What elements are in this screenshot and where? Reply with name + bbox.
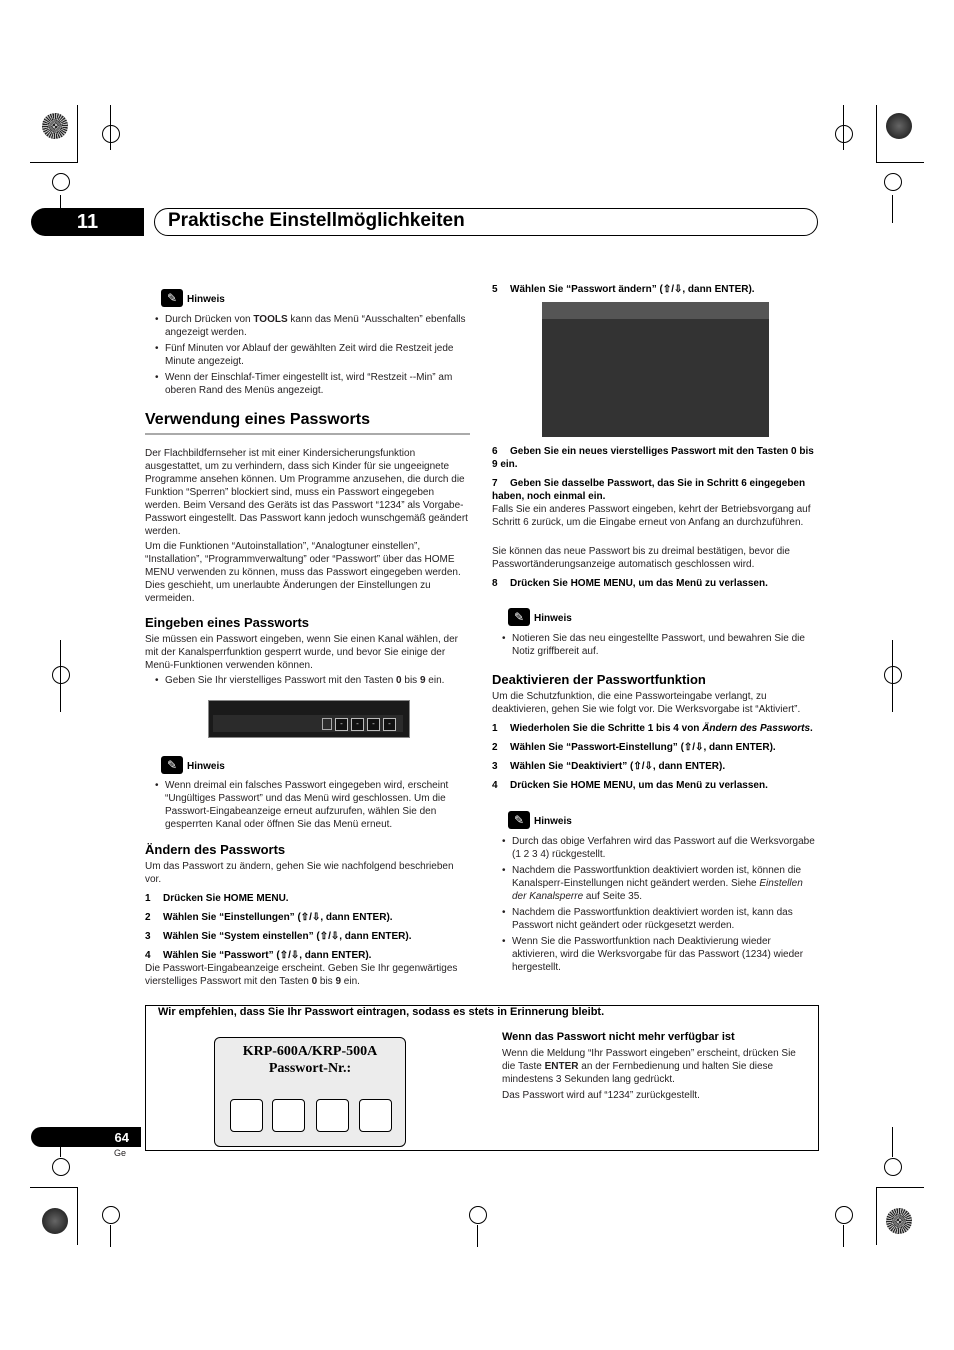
note-label: Hinweis [534,613,572,624]
procedure-step: 2 Wählen Sie “Einstellungen” (⇧/⇩, dann ENTER). [145,912,393,923]
section-title: Verwendung eines Passworts [145,411,370,428]
procedure-step: 1 Drücken Sie HOME MENU. [145,893,289,904]
note-list [500,835,818,974]
subsection-paragraph: Sie müssen ein Passwort eingeben, wenn Sie einen Kanal wählen, der mit der Kanalsperrfunktion gesperrt wurde, und bevor Sie einige der Menü-Funktionen verwenden können. [145,634,458,671]
note-icon: ✎ [508,608,530,626]
note-list [153,313,471,397]
crosshair-target-11 [835,1206,853,1224]
note-bullet: • Wenn dreimal ein falsches Passwort eingegeben wird, erscheint “Ungültiges Passwort” und das Menü wird geschlossen. Um die Passwort-Eingabeanzeige erneut aufzurufen, wählen Sie den gesperrten Kanal oder öffnen Sie das Menü erneut. [153,779,471,831]
crop-line [892,195,893,223]
registration-disc-top-right [886,113,912,139]
crop-line [30,1187,78,1188]
note-bullet: • Nachdem die Passwortfunktion deaktiviert worden ist, kann das Passwort nicht geändert oder rückgesetzt werden. [500,906,818,932]
crop-line [843,1225,844,1247]
chapter-number: 11 [76,210,99,233]
crop-line [477,1225,478,1247]
password-digit-cell: - [351,718,364,731]
footer-headline: Wir empfehlen, dass Sie Ihr Passwort eintragen, sodass es stets in Erinnerung bleibt. [158,1006,605,1018]
crosshair-target-4 [884,173,902,191]
procedure-step: 8 Drücken Sie HOME MENU, um das Menü zu verlassen. [492,578,768,589]
note-label: Hinweis [187,761,225,772]
password-entry-screen [208,700,410,738]
crop-line [843,105,844,150]
keypad-icon [322,718,332,730]
crop-line [77,1187,78,1245]
section-rule [145,433,470,435]
note-bullet: • Durch das obige Verfahren wird das Passwort auf die Werksvorgabe (1 2 3 4) rückgestellt. [500,835,818,861]
procedure-step: 3 Wählen Sie “System einstellen” (⇧/⇩, dann ENTER). [145,931,412,942]
crosshair-target-6 [884,666,902,684]
note-list [500,632,818,658]
step-description: Sie können das neue Passwort bis zu dreimal bestätigen, bevor die Passwortänderungsanzeige automatisch geschlossen wird. [492,546,790,570]
note-bullet: • Fünf Minuten vor Ablauf der gewählten Zeit wird die Restzeit jede Minute angezeigt. [153,342,471,368]
password-digit-cell: - [367,718,380,731]
crop-line [876,162,924,163]
password-change-screen [542,302,769,437]
crop-line [876,105,877,163]
footer-paragraph-2: Das Passwort wird auf “1234” zurückgestellt. [502,1090,700,1101]
instruction-bullet: • Geben Sie Ihr vierstelliges Passwort mit den Tasten 0 bis 9 ein. [153,674,471,687]
procedure-step: 4 Drücken Sie HOME MENU, um das Menü zu verlassen. [492,780,768,791]
card-model: KRP-600A/KRP-500A [242,1044,378,1059]
note-bullet: • Nachdem die Passwortfunktion deaktiviert worden ist, können die Kanalsperr-Einstellungen nicht geändert werden. Siehe Einstellen der Kanalsperre auf Seite 35. [500,864,818,903]
crosshair-target-10 [469,1206,487,1224]
password-digit-cell: - [383,718,396,731]
registration-disc-top-left [42,113,68,139]
procedure-step: 2 Wählen Sie “Passwort-Einstellung” (⇧/⇩, dann ENTER). [492,742,776,753]
note-icon: ✎ [508,811,530,829]
crop-line [60,640,61,712]
password-memo-card [214,1037,406,1147]
crosshair-target-7 [52,1158,70,1176]
password-digit-slot [359,1099,392,1132]
step-description: Die Passwort-Eingabeanzeige erscheint. Geben Sie Ihr gegenwärtiges vierstelliges Passwort mit den Tasten 0 bis 9 ein. [145,963,458,987]
password-digit-cell: - [335,718,348,731]
crosshair-target-2 [835,125,853,143]
subsection-title: Eingeben eines Passworts [145,615,310,630]
crosshair-target-9 [102,1206,120,1224]
chapter-title: Praktische Einstellmöglichkeiten [168,210,465,231]
procedure-step: 4 Wählen Sie “Passwort” (⇧/⇩, dann ENTER). [145,950,372,961]
footer-title: Wenn das Passwort nicht mehr verfügbar ist [502,1031,735,1043]
procedure-step: 6 Geben Sie ein neues vierstelliges Passwort mit den Tasten 0 bis 9 ein. [492,446,814,470]
note-icon: ✎ [161,756,183,774]
procedure-step: 3 Wählen Sie “Deaktiviert” (⇧/⇩, dann ENTER). [492,761,726,772]
subsection-title: Ändern des Passworts [145,842,286,857]
subsection-paragraph: Um das Passwort zu ändern, gehen Sie wie nachfolgend beschrieben vor. [145,861,454,885]
note-label: Hinweis [534,816,572,827]
registration-disc-bottom-right [886,1208,912,1234]
page-number-tab [31,1127,141,1147]
note-bullet: • Wenn der Einschlaf-Timer eingestellt ist, wird “Restzeit --Min” am oberen Rand des Menüs angezeigt. [153,371,471,397]
language-code: Ge [114,1148,127,1158]
crop-line [110,105,111,150]
footer-paragraph: Wenn die Meldung “Ihr Passwort eingeben” erscheint, drücken Sie die Taste ENTER an der Fernbedienung und halten Sie diese mindestens 3 Sekunden lang gedrückt. [502,1048,796,1085]
intro-paragraph: Der Flachbildfernseher ist mit einer Kindersicherungsfunktion ausgestattet, um zu verhindern, dass sich Kinder für sie ungeeignete Programme ansehen können. Um Programme anzusehen, die durch die Funktion “Sperren” blockiert sind, muss ein Passwort eingegeben werden. Beim Versand des Geräts ist das Passwort “1234” als Vorgabe-Passwort eingestellt. Das Passwort kann jedoch wunschgemäß geändert werden. [145,448,468,537]
screen-header [542,302,769,319]
password-digit-slot [272,1099,305,1132]
crosshair-target-1 [102,125,120,143]
crosshair-target-8 [884,1158,902,1176]
crosshair-target-3 [52,173,70,191]
note-bullet: • Wenn Sie die Passwortfunktion nach Deaktivierung wieder aktivieren, wird die Werksvorgabe für das Passwort (1234) wieder hergestellt. [500,935,818,974]
card-label: Passwort-Nr.: [268,1061,352,1076]
crop-line [892,640,893,712]
crop-line [876,1187,877,1245]
step-description: Falls Sie ein anderes Passwort eingeben, kehrt der Betriebsvorgang auf Schritt 6 zurück, um die Eingabe erneut von Anfang an durchzuführen. [492,504,811,528]
password-digit-slot [316,1099,349,1132]
crop-line [77,105,78,163]
subsection-title: Deaktivieren der Passwortfunktion [492,672,706,687]
procedure-step: 7 Geben Sie dasselbe Passwort, das Sie in Schritt 6 eingegeben haben, noch einmal ein. [492,478,806,502]
crop-line [110,1225,111,1247]
note-label: Hinweis [187,294,225,305]
page-number: 64 [114,1129,129,1145]
note-icon: ✎ [161,289,183,307]
password-digit-slot [230,1099,263,1132]
note-bullet: • Notieren Sie das neu eingestellte Passwort, und bewahren Sie die Notiz griffbereit auf. [500,632,818,658]
crop-line [892,1127,893,1157]
crop-line [30,162,78,163]
chapter-number-tab [31,208,144,236]
intro-paragraph-2: Um die Funktionen “Autoinstallation”, “Analogtuner einstellen”, “Installation”, “Programmverwaltung” oder “Passwort” über das HOME MENU verwenden zu können, muss das Passwort eingegeben werden. Dies geschieht, um unerlaubte Änderungen der Einstellungen zu vermeiden. [145,541,461,604]
note-list [153,779,471,831]
crop-line [876,1187,924,1188]
registration-disc-bottom-left [42,1208,68,1234]
subsection-paragraph: Um die Schutzfunktion, die eine Passworteingabe verlangt, zu deaktivieren, gehen Sie wie folgt vor. Die Werksvorgabe ist “Aktiviert”. [492,691,801,715]
crosshair-target-5 [52,666,70,684]
procedure-step: 1 Wiederholen Sie die Schritte 1 bis 4 von Ändern des Passworts. [492,723,813,734]
procedure-step: 5 Wählen Sie “Passwort ändern” (⇧/⇩, dann ENTER). [492,284,755,295]
note-bullet: • Durch Drücken von TOOLS kann das Menü “Ausschalten” ebenfalls angezeigt werden. [153,313,471,339]
